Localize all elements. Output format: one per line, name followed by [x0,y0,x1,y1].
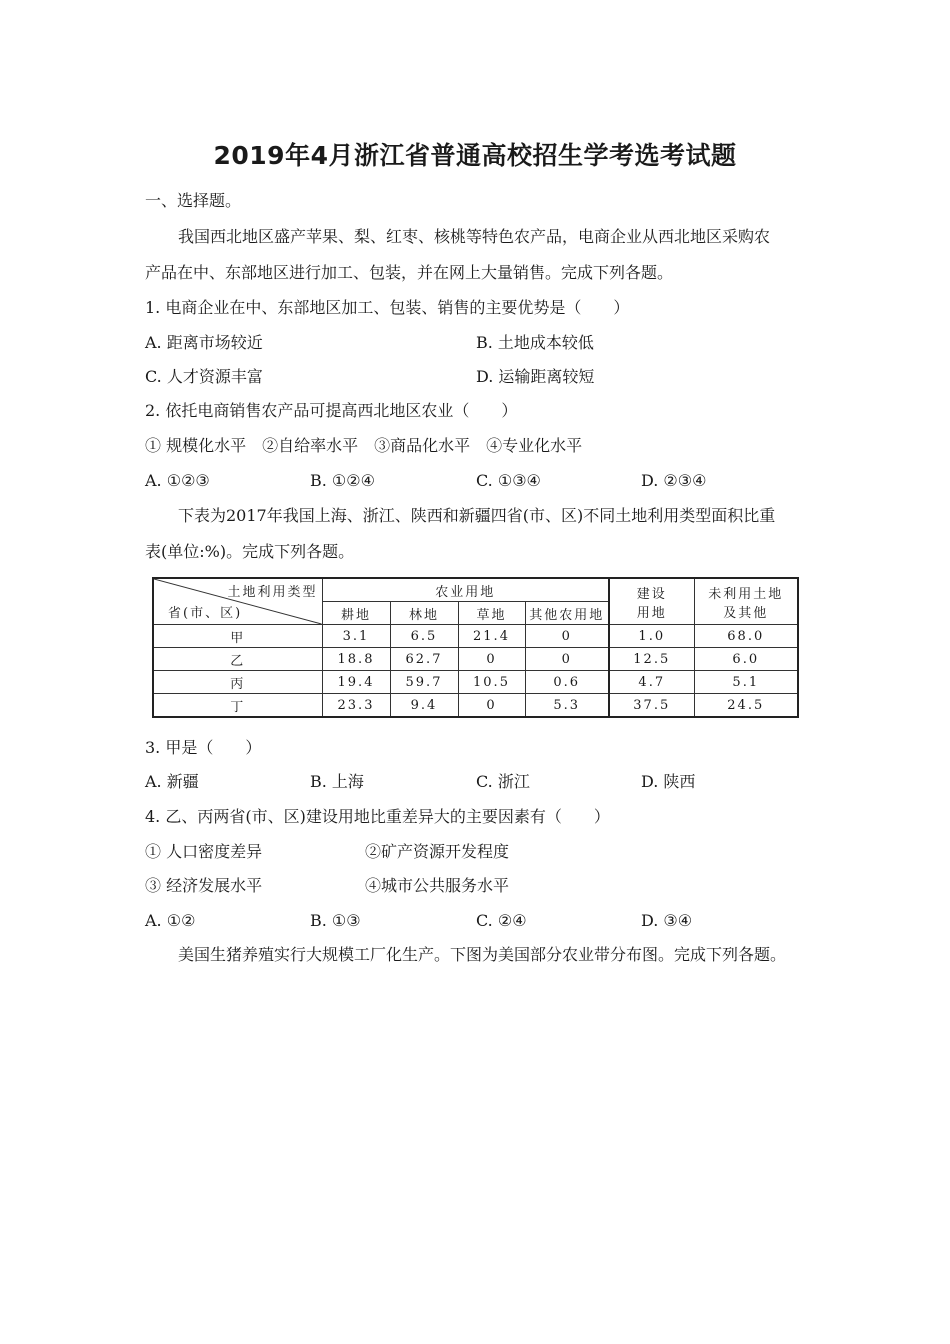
intro1-line1: 我国西北地区盛产苹果、梨、红枣、核桃等特色农产品，电商企业从西北地区采购农 [178,227,771,246]
header-forest: 林地 [390,602,458,625]
q3-option-c: C. 浙江 [476,772,530,791]
header-unused: 未利用土地 及其他 [694,578,798,625]
q1-option-a: A. 距离市场较近 [145,333,263,352]
table-row: 甲 3.1 6.5 21.4 0 1.0 68.0 [153,625,798,648]
land-use-table [152,577,799,718]
q2-option-d: D. ②③④ [641,471,707,490]
page-title: 2019年4月浙江省普通高校招生学考选考试题 [213,141,737,170]
section-heading: 一、选择题。 [145,191,242,210]
q4-item-3: ③ 经济发展水平 [145,876,263,895]
table-row: 丁 23.3 9.4 0 5.3 37.5 24.5 [153,694,798,718]
question-1-stem: 1. 电商企业在中、东部地区加工、包装、销售的主要优势是（ ） [145,298,630,317]
q1-option-d: D. 运输距离较短 [476,367,595,386]
header-cultivated: 耕地 [322,602,390,625]
q4-option-a: A. ①② [145,911,196,930]
intro2-line2: 表(单位:%)。完成下列各题。 [145,542,355,561]
question-2-stem: 2. 依托电商销售农产品可提高西北地区农业（ ） [145,401,518,420]
q2-option-b: B. ①②④ [310,471,375,490]
corner-top-label: 土地利用类型 [227,585,318,600]
q4-item-1: ① 人口密度差异 [145,842,263,861]
intro3: 美国生猪养殖实行大规模工厂化生产。下图为美国部分农业带分布图。完成下列各题。 [178,945,787,964]
q2-option-a: A. ①②③ [145,471,210,490]
question-3-stem: 3. 甲是（ ） [145,738,262,757]
q3-option-a: A. 新疆 [145,772,199,791]
q2-items: ① 规模化水平 ②自给率水平 ③商品化水平 ④专业化水平 [145,436,583,455]
table-row: 丙 19.4 59.7 10.5 0.6 4.7 5.1 [153,671,798,694]
q3-option-d: D. 陕西 [641,772,696,791]
q1-option-c: C. 人才资源丰富 [145,367,263,386]
q4-option-d: D. ③④ [641,911,693,930]
header-grass: 草地 [458,602,525,625]
header-agricultural: 农业用地 [322,578,609,602]
table-row: 乙 18.8 62.7 0 0 12.5 6.0 [153,648,798,671]
table-corner-cell [153,578,322,625]
q3-option-b: B. 上海 [310,772,364,791]
q1-option-b: B. 土地成本较低 [476,333,594,352]
q4-option-b: B. ①③ [310,911,361,930]
intro2-line1: 下表为2017年我国上海、浙江、陕西和新疆四省(市、区)不同土地利用类型面积比重 [178,506,776,525]
intro1-line2: 产品在中、东部地区进行加工、包装，并在网上大量销售。完成下列各题。 [145,263,674,282]
q4-item-4: ④城市公共服务水平 [365,876,510,895]
header-other-agri: 其他农用地 [525,602,609,625]
q2-option-c: C. ①③④ [476,471,541,490]
question-4-stem: 4. 乙、丙两省(市、区)建设用地比重差异大的主要因素有（ ） [145,807,610,826]
corner-bottom-label: 省(市、区) [168,606,243,621]
q4-item-2: ②矿产资源开发程度 [365,842,510,861]
q4-option-c: C. ②④ [476,911,527,930]
header-construction: 建设 用地 [609,578,694,625]
